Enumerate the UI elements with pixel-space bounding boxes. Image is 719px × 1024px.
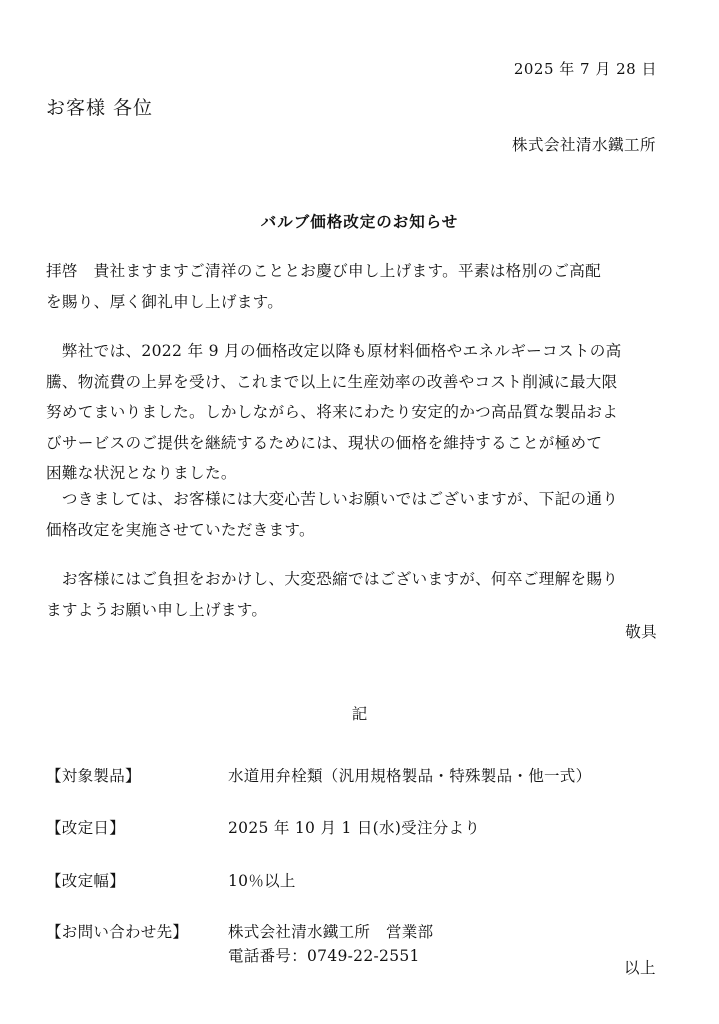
item-value-line: 10％以上 xyxy=(228,872,296,890)
item-value-contact xyxy=(228,920,433,968)
paragraph-request xyxy=(46,564,658,625)
item-label-revision-date: 【改定日】 xyxy=(46,819,126,837)
item-label-revision-rate: 【改定幅】 xyxy=(46,872,126,890)
paragraph-line: ますようお願い申し上げます。 xyxy=(46,600,268,619)
paragraph-line: 騰、物流費の上昇を受け、これまで以上に生産効率の改善やコスト削減に最大限 xyxy=(46,372,618,391)
paragraph-line: 価格改定を実施させていただきます。 xyxy=(46,520,315,539)
item-value-line: 株式会社清水鐵工所 営業部 xyxy=(228,923,434,941)
paragraph-line: 困難な状況となりました。 xyxy=(46,464,237,482)
sender-company: 株式会社清水鐵工所 xyxy=(511,136,656,154)
paragraph-greeting xyxy=(46,256,658,317)
letter-date: 2025 年 7 月 28 日 xyxy=(513,60,657,78)
paragraph-line: を賜り、厚く御礼申し上げます。 xyxy=(46,292,284,311)
details-heading: 記 xyxy=(351,705,368,723)
closing-remark: 敬具 xyxy=(625,623,657,641)
item-value-target-products xyxy=(228,764,591,788)
paragraph-line: 弊社では、2022 年 9 月の価格改定以降も原材料価格やエネルギーコストの高 xyxy=(46,342,622,360)
paragraph-background xyxy=(46,336,658,489)
paragraph-announcement xyxy=(46,484,658,545)
item-value-line: 電話番号：0749-22-2551 xyxy=(228,947,420,965)
item-value-revision-rate xyxy=(228,869,296,893)
letter-title: バルブ価格改定のお知らせ xyxy=(260,213,459,231)
paragraph-line: つきましては、お客様には大変心苦しいお願いではございますが、下記の通り xyxy=(46,490,619,508)
item-label-target-products: 【対象製品】 xyxy=(46,767,141,785)
item-value-revision-date xyxy=(228,816,480,840)
item-value-line: 2025 年 10 月 1 日(水)受注分より xyxy=(228,819,481,837)
recipient: お客様 各位 xyxy=(46,97,154,119)
paragraph-line: 努めてまいりました。しかしながら、将来にわたり安定的かつ高品質な製品およ xyxy=(46,403,619,421)
paragraph-line: 拝啓 貴社ますますご清祥のこととお慶び申し上げます。平素は格別のご高配 xyxy=(46,262,602,280)
item-value-line: 水道用弁栓類（汎用規格製品・特殊製品・他一式） xyxy=(228,767,592,785)
paragraph-line: びサービスのご提供を継続するためには、現状の価格を維持することが極めて xyxy=(46,433,603,452)
end-remark: 以上 xyxy=(623,959,656,977)
paragraph-line: お客様にはご負担をおかけし、大変恐縮ではございますが、何卒ご理解を賜り xyxy=(46,570,619,588)
item-label-contact: 【お問い合わせ先】 xyxy=(46,923,189,941)
